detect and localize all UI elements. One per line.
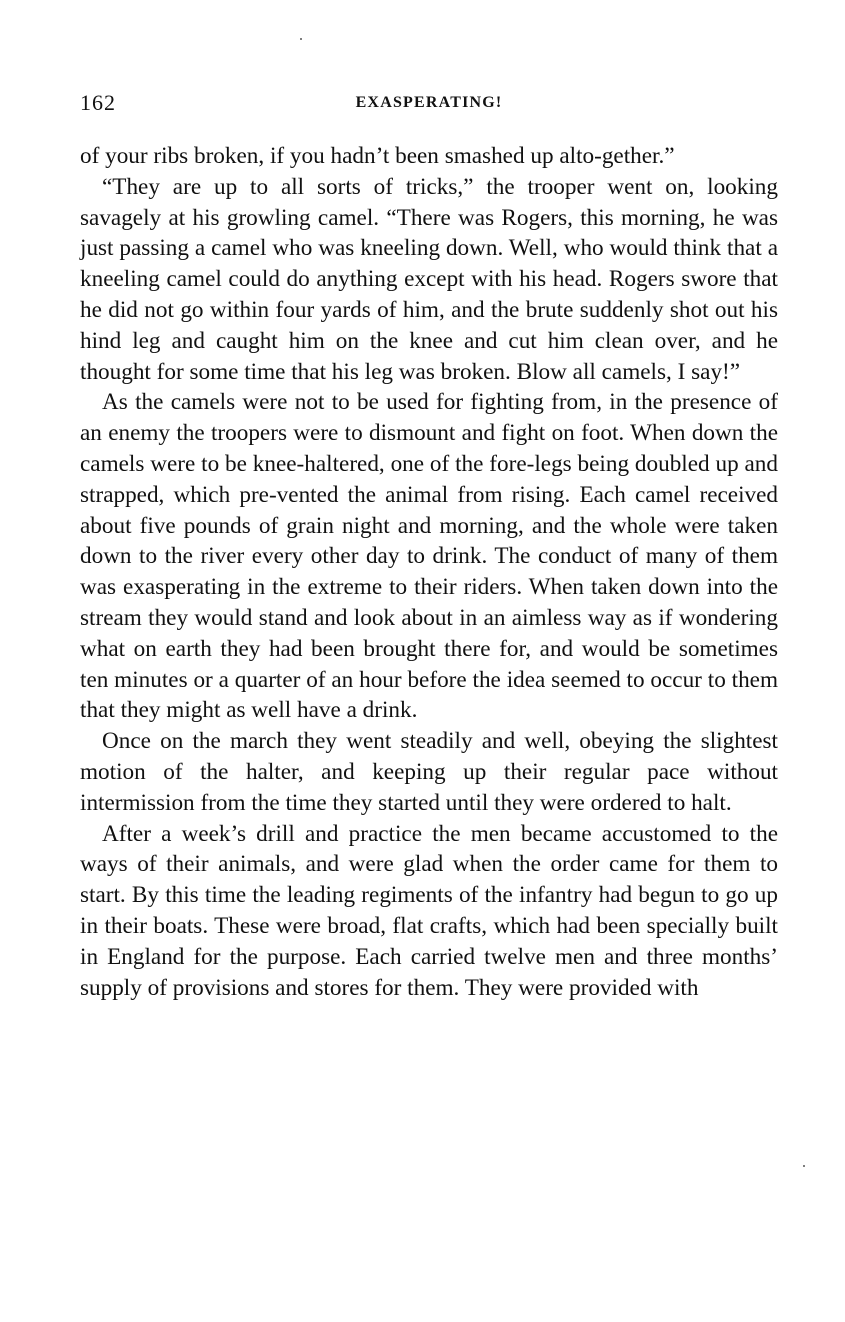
- page-header: [80, 90, 778, 120]
- paragraph: After a week’s drill and practice the men became accustomed to the ways of their animals, and were glad when the order came for them to start. By this time the leading regiments of the infantry had begun to go up in their boats. These were broad, flat crafts, which had been specially built in England for the purpose. Each carried twelve men and three months’ supply of provisions and stores for them. They were provided with: [80, 820, 778, 1001]
- paragraph: As the camels were not to be used for fighting from, in the presence of an enemy the troopers were to dismount and fight on foot. When down the camels were to be knee-haltered, one of the fore-legs being doubled up and strapped, which pre-vented the animal from rising. Each camel received about five pounds of grain night and morning, and the whole were taken down to the river every other day to drink. The conduct of many of them was exasperating in the extreme to their riders. When taken down into the stream they would stand and look about in an aimless way as if wondering what on earth they had been brought there for, and would be sometimes ten minutes or a quarter of an hour before the idea seemed to occur to them that they might as well have a drink.: [80, 389, 778, 724]
- print-speck: [300, 38, 302, 40]
- body-text: [80, 141, 778, 1003]
- paragraph: “They are up to all sorts of tricks,” the trooper went on, looking savagely at his growling camel. “There was Rogers, this morning, he was just passing a camel who was kneeling down. Well, who would think that a kneeling camel could do anything except with his head. Rogers swore that he did not go within four yards of him, and the brute suddenly shot out his hind leg and caught him on the knee and cut him clean over, and he thought for some time that his leg was broken. Blow all camels, I say!”: [80, 173, 778, 385]
- running-title: EXASPERATING!: [355, 94, 503, 111]
- paragraph: Once on the march they went steadily and well, obeying the slightest motion of the halter, and keeping up their regular pace without intermission from the time they started until they were ordered to halt.: [80, 728, 778, 816]
- paragraph: of your ribs broken, if you hadn’t been smashed up alto-gether.”: [80, 143, 675, 169]
- print-speck: [803, 1165, 805, 1167]
- page-number: 162: [80, 90, 116, 115]
